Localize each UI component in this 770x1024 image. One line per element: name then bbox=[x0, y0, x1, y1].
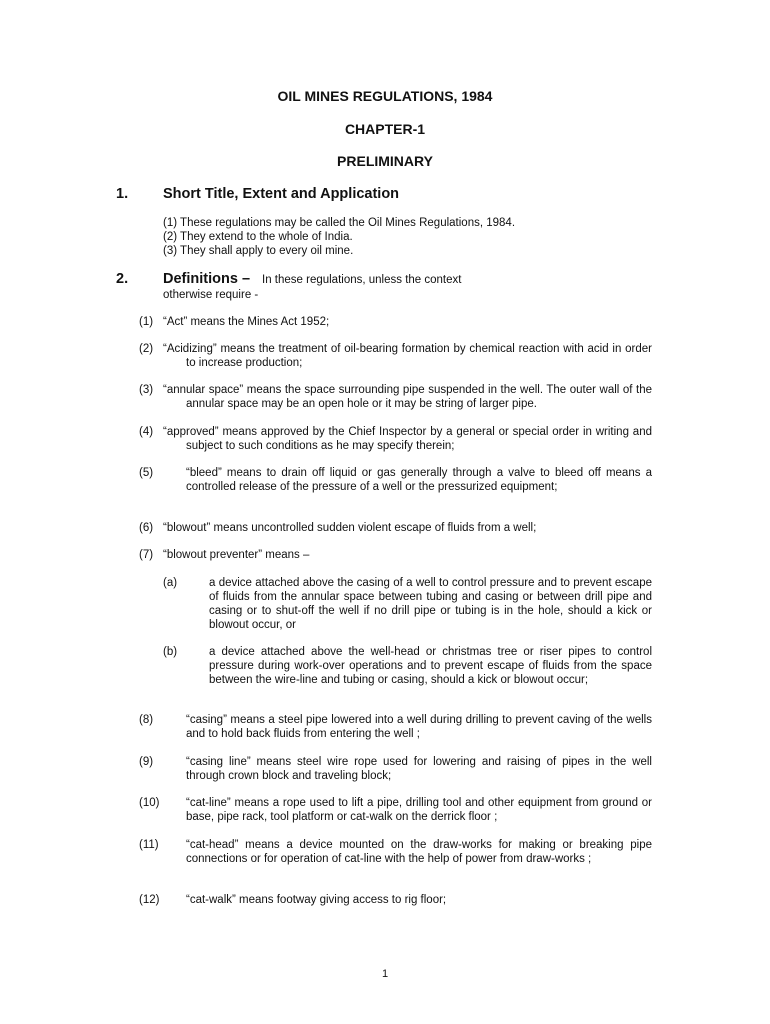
definition-text: “blowout” means uncontrolled sudden violent escape of fluids from a well; bbox=[163, 522, 537, 534]
part-heading: PRELIMINARY bbox=[337, 153, 433, 169]
definition-number: (10) bbox=[139, 797, 160, 809]
chapter-heading: CHAPTER-1 bbox=[344, 121, 426, 137]
definition-number: (11) bbox=[139, 839, 159, 851]
section-1-line-2: (2) They extend to the whole of India. bbox=[163, 231, 353, 243]
document-title: OIL MINES REGULATIONS, 1984 bbox=[277, 88, 493, 104]
definition-text: “cat-line” means a rope used to lift a pipe, drilling tool and other equipment from ground or base, pipe rack, tool platform or cat-walk on the derrick floor ; bbox=[186, 797, 652, 823]
definition-number: (7) bbox=[139, 549, 154, 561]
page-number: 1 bbox=[381, 968, 389, 980]
section-2-number: 2. bbox=[116, 271, 129, 287]
section-2-title: Definitions – bbox=[163, 271, 251, 287]
section-1-line-1: (1) These regulations may be called the Oil Mines Regulations, 1984. bbox=[163, 217, 516, 229]
definition-number: (4) bbox=[139, 426, 154, 438]
sub-clause-text: a device attached above the casing of a well to control pressure and to prevent escape of fluids from the annular space between tubing and casing or between drill pipe and casing or to shut-off the well if no drill pipe or tubing is in the hole, should a kick or blowout occur, or bbox=[209, 577, 652, 631]
definition-text: “bleed” means to drain off liquid or gas generally through a valve to bleed off means a controlled release of the pressure of a well or the pressurized equipment; bbox=[186, 467, 652, 493]
definition-number: (2) bbox=[139, 343, 154, 355]
definition-number: (3) bbox=[139, 384, 154, 396]
section-2-intro-line-2: otherwise require - bbox=[163, 289, 259, 301]
section-1-number: 1. bbox=[116, 186, 129, 202]
definition-text: “annular space” means the space surrounding pipe suspended in the well. The outer wall of the annular space may be an open hole or it may be string of larger pipe. bbox=[163, 384, 652, 410]
section-1-line-3: (3) They shall apply to every oil mine. bbox=[163, 245, 354, 257]
definition-number: (9) bbox=[139, 756, 154, 768]
definition-text: “approved” means approved by the Chief Inspector by a general or special order in writing and subject to such conditions as he may specify therein; bbox=[163, 426, 652, 452]
section-2-intro-line-1: In these regulations, unless the context bbox=[262, 274, 462, 286]
definition-text: “cat-head” means a device mounted on the draw-works for making or breaking pipe connections or for operation of cat-line with the help of power from draw-works ; bbox=[186, 839, 652, 865]
definition-text: “casing line” means steel wire rope used for lowering and raising of pipes in the well through crown block and traveling block; bbox=[186, 756, 652, 782]
definition-number: (1) bbox=[139, 316, 154, 328]
definition-number: (12) bbox=[139, 894, 160, 906]
definition-number: (8) bbox=[139, 714, 154, 726]
sub-clause-text: a device attached above the well-head or christmas tree or riser pipes to control pressure during work-over operations and to prevent escape of fluids from the space between the wire-line and tubing or casing, should a kick or blowout occur; bbox=[209, 646, 652, 686]
definition-number: (5) bbox=[139, 467, 154, 479]
section-1-title: Short Title, Extent and Application bbox=[163, 186, 400, 202]
definition-text: “cat-walk” means footway giving access to rig floor; bbox=[186, 894, 447, 906]
definition-text: “casing” means a steel pipe lowered into a well during drilling to prevent caving of the wells and to hold back fluids from entering the well ; bbox=[186, 714, 652, 740]
definition-number: (6) bbox=[139, 522, 154, 534]
definition-text: “blowout preventer” means – bbox=[163, 549, 310, 561]
sub-clause-letter: (a) bbox=[163, 577, 178, 589]
sub-clause-letter: (b) bbox=[163, 646, 178, 658]
definition-text: “Act” means the Mines Act 1952; bbox=[163, 316, 330, 328]
definition-text: “Acidizing” means the treatment of oil-bearing formation by chemical reaction with acid in order to increase production; bbox=[163, 343, 652, 369]
